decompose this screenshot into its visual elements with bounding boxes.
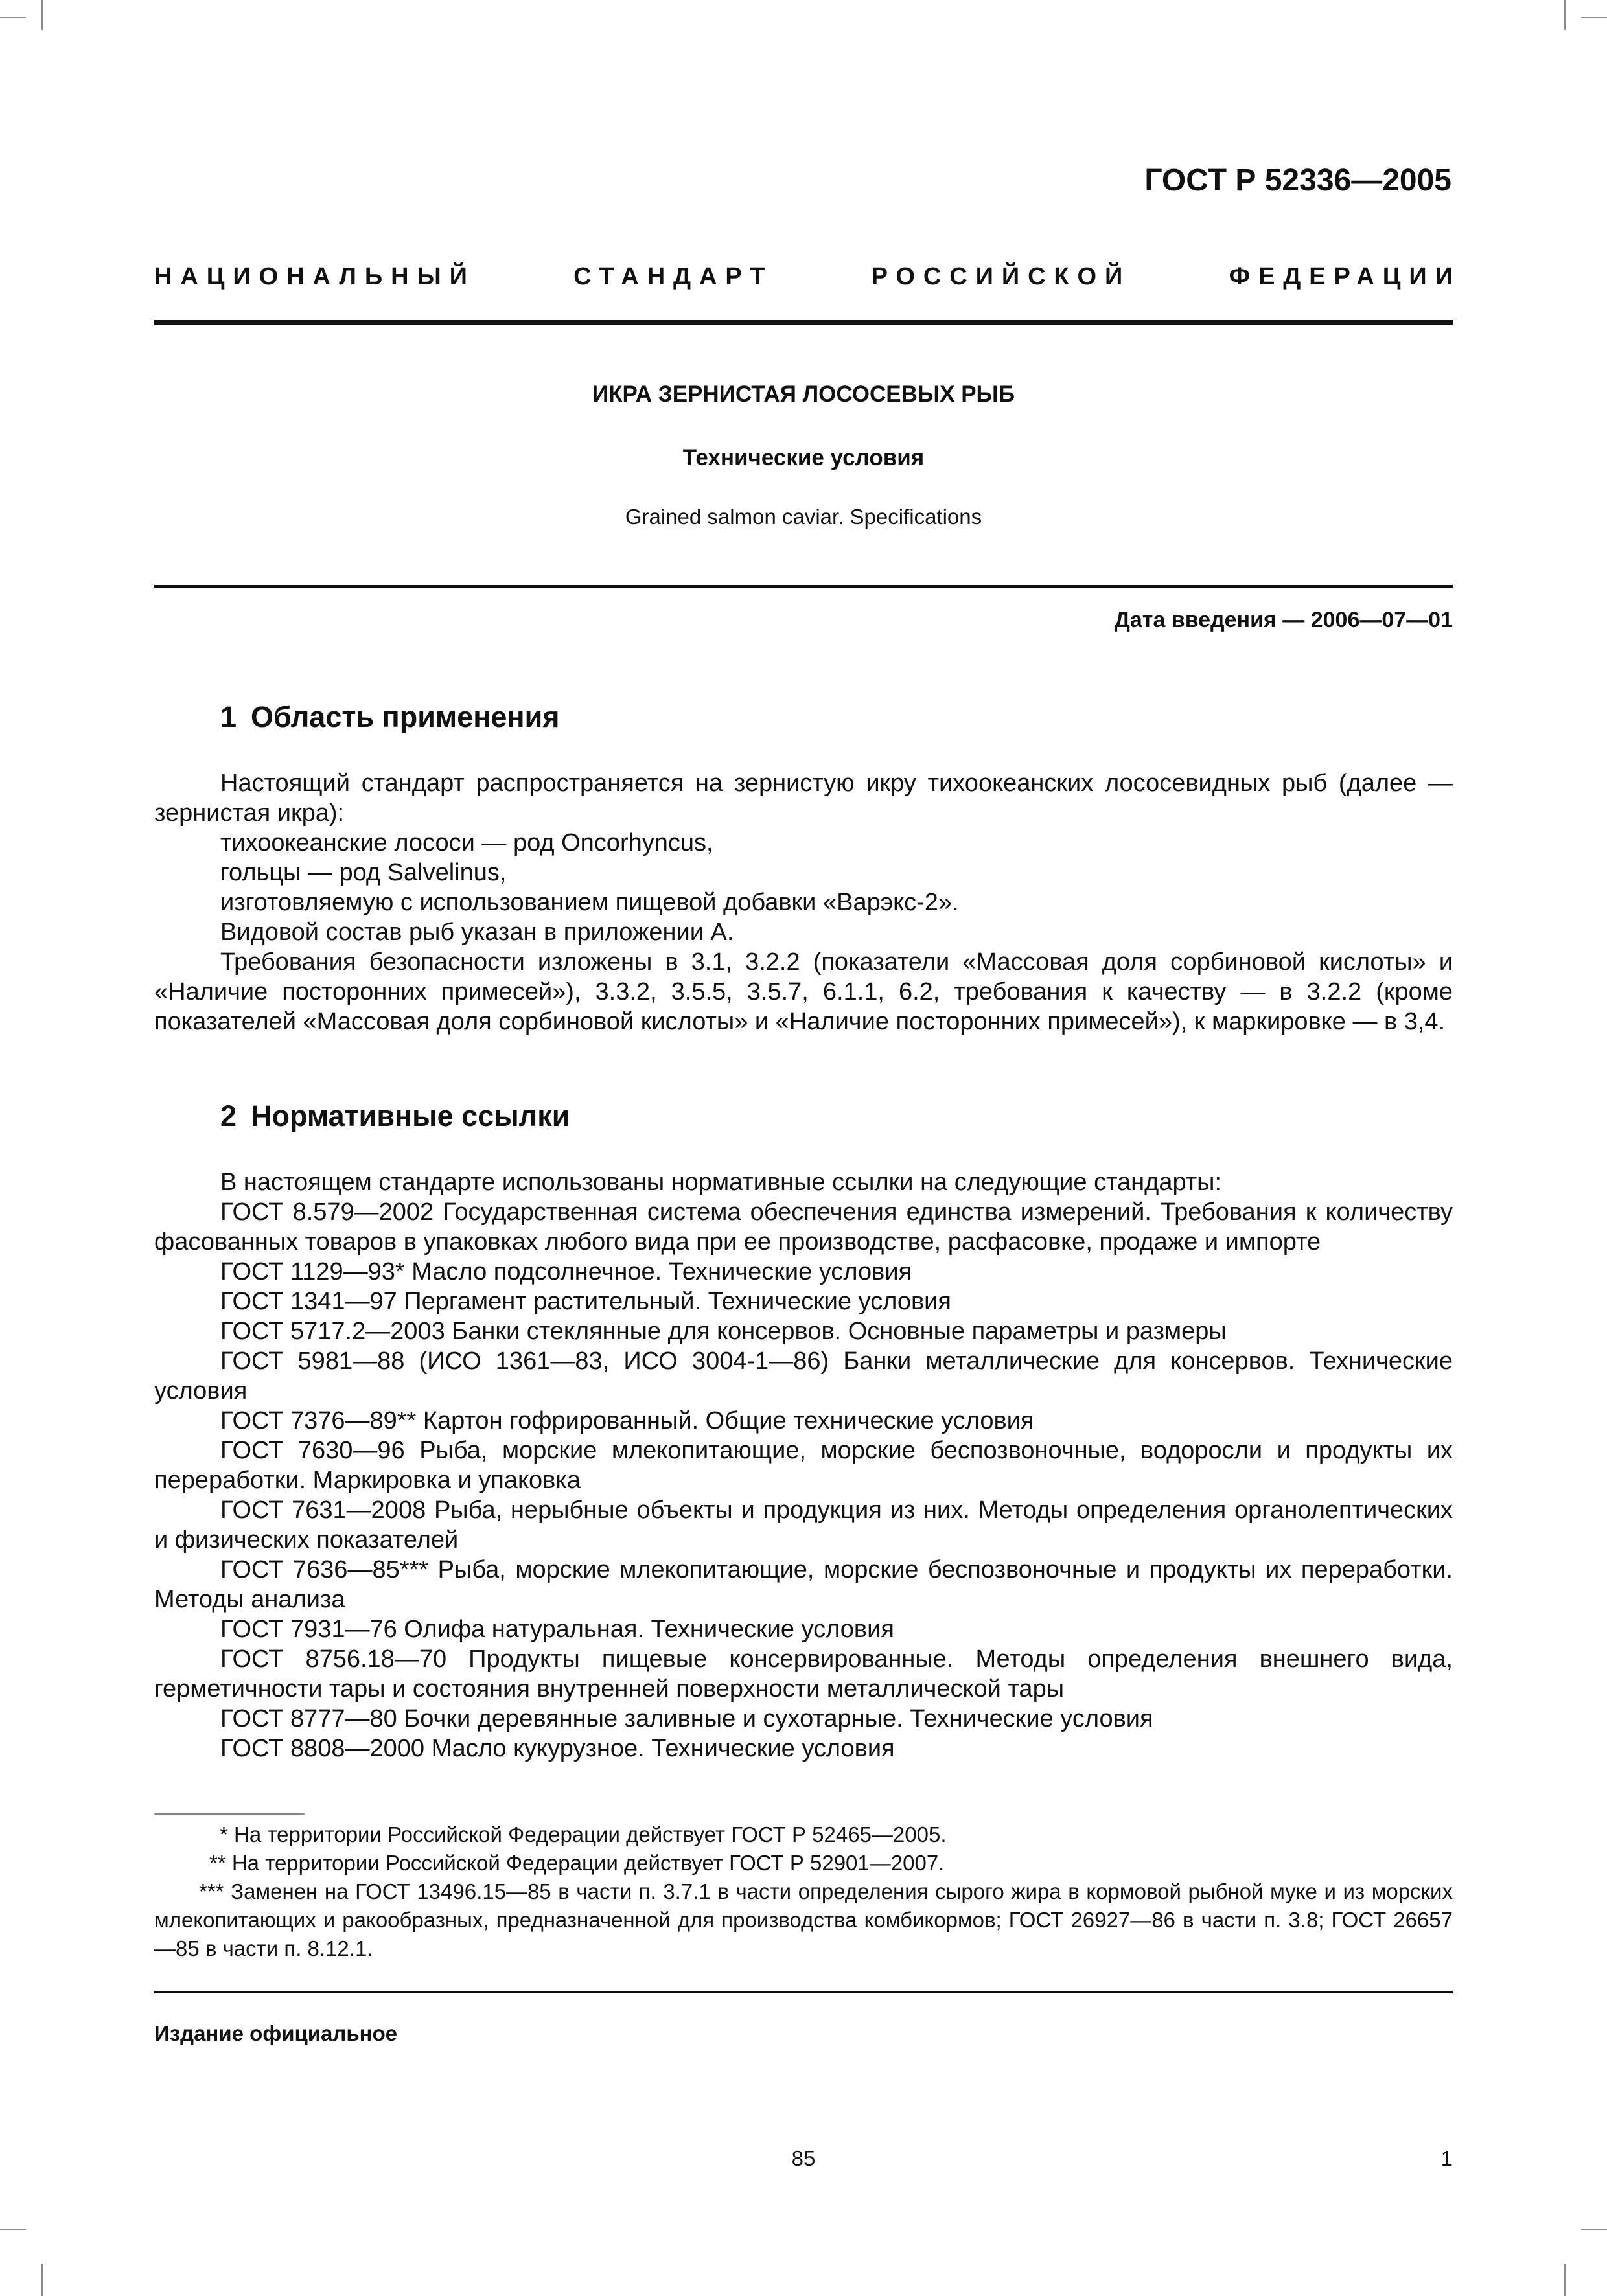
footer-divider — [154, 1991, 1453, 1993]
reference-item: ГОСТ 1341—97 Пергамент растительный. Технические условия — [220, 1288, 951, 1315]
section-2-body — [154, 1167, 1453, 1763]
reference-item: ГОСТ 8777—80 Бочки деревянные заливные и сухотарные. Технические условия — [220, 1705, 1153, 1732]
reference-item: ГОСТ 8808—2000 Масло кукурузное. Технические условия — [220, 1735, 895, 1762]
reference-item: ГОСТ 5717.2—2003 Банки стеклянные для консервов. Основные параметры и размеры — [220, 1318, 1227, 1345]
reference-item: ГОСТ 7931—76 Олифа натуральная. Технические условия — [220, 1616, 894, 1643]
footnote: * На территории Российской Федерации действует ГОСТ Р 52465—2005. — [220, 1822, 947, 1846]
crop-mark — [1581, 17, 1607, 18]
reference-item: ГОСТ 7636—85*** Рыба, морские млекопитающие, морские беспозвоночные и продукты их переработки. Методы анализа — [154, 1556, 1453, 1613]
reference-item: ГОСТ 5981—88 (ИСО 1361—83, ИСО 3004-1—86) Банки металлические для консервов. Технические условия — [154, 1348, 1453, 1405]
section-1-body — [154, 768, 1453, 1037]
crop-mark — [1564, 2264, 1566, 2296]
reference-item: ГОСТ 8756.18—70 Продукты пищевые консервированные. Методы определения внешнего вида, герметичности тары и состояния внутренней поверхности металлической тары — [154, 1646, 1453, 1703]
section-number: 1 — [220, 700, 237, 733]
document-code: ГОСТ Р 52336—2005 — [1144, 163, 1451, 198]
paragraph: В настоящем стандарте использованы нормативные ссылки на следующие стандарты: — [220, 1169, 1222, 1196]
document-subtitle: Технические условия — [682, 445, 925, 470]
crop-mark — [41, 2264, 43, 2296]
crop-mark — [0, 2229, 26, 2230]
paragraph: гольцы — род Salvelinus, — [220, 859, 507, 886]
reference-item: ГОСТ 7631—2008 Рыба, нерыбные объекты и продукция из них. Методы определения органолептических и физических показателей — [154, 1497, 1453, 1554]
banner-word: СТАНДАРТ — [573, 263, 774, 290]
paragraph: Видовой состав рыб указан в приложении А. — [220, 919, 734, 946]
section-number: 2 — [220, 1099, 237, 1132]
footnote: *** Заменен на ГОСТ 13496.15—85 в части п. 3.7.1 в части определения сырого жира в кормовой рыбной муке и из морских млекопитающих и ракообразных, предназначенной для производства комбикормов; ГОСТ 26927—86 в части п. 3.8; ГОСТ 26657—85 в части п. 8.12.1. — [154, 1879, 1453, 1960]
reference-item: ГОСТ 8.579—2002 Государственная система обеспечения единства измерений. Требования к количеству фасованных товаров в упаковках любого вида при ее производстве, расфасовке, продаже и импорте — [154, 1199, 1453, 1256]
paragraph: Настоящий стандарт распространяется на зернистую икру тихоокеанских лососевидных рыб (далее — зернистая икра): — [154, 770, 1453, 827]
title-divider — [154, 585, 1453, 588]
introduction-date: Дата введения — 2006—07—01 — [1114, 608, 1453, 632]
banner-word: НАЦИОНАЛЬНЫЙ — [154, 263, 476, 290]
reference-item: ГОСТ 1129—93* Масло подсолнечное. Технические условия — [220, 1258, 912, 1285]
header-divider — [154, 320, 1453, 325]
paragraph: тихоокеанские лососи — род Oncorhyncus, — [220, 829, 713, 856]
document-title: ИКРА ЗЕРНИСТАЯ ЛОСОСЕВЫХ РЫБ — [592, 382, 1015, 407]
section-title: Нормативные ссылки — [251, 1099, 570, 1132]
crop-mark — [1581, 2229, 1607, 2230]
crop-mark — [41, 0, 43, 30]
paragraph: Требования безопасности изложены в 3.1, 3.2.2 (показатели «Массовая доля сорбиновой кислоты» и «Наличие посторонних примесей»), 3.3.2, 3.5.5, 3.5.7, 6.1.1, 6.2, требования к качеству — в 3.2.2 (кроме показателей «Массовая доля сорбиновой кислоты» и «Наличие посторонних примесей»), к маркировке — в 3,4. — [154, 948, 1453, 1035]
section-title: Область применения — [251, 700, 560, 733]
section-heading — [220, 698, 560, 736]
footnote-divider — [154, 1813, 305, 1815]
crop-mark — [0, 17, 26, 18]
paragraph: изготовляемую с использованием пищевой добавки «Варэкс-2». — [220, 889, 959, 916]
reference-item: ГОСТ 7630—96 Рыба, морские млекопитающие, морские беспозвоночные, водоросли и продукты их переработки. Маркировка и упаковка — [154, 1437, 1453, 1494]
banner-word: ФЕДЕРАЦИИ — [1229, 263, 1461, 290]
page-center-number: 85 — [791, 2146, 816, 2170]
english-title: Grained salmon caviar. Specifications — [625, 505, 982, 529]
crop-mark — [1564, 0, 1566, 30]
reference-item: ГОСТ 7376—89** Картон гофрированный. Общие технические условия — [220, 1407, 1034, 1434]
footnotes — [154, 1820, 1453, 1963]
section-heading — [220, 1097, 570, 1135]
banner-word: РОССИЙСКОЙ — [871, 263, 1131, 290]
national-standard-banner — [154, 260, 1461, 293]
footnote: ** На территории Российской Федерации действует ГОСТ Р 52901—2007. — [209, 1851, 945, 1875]
page-number: 1 — [1440, 2146, 1453, 2170]
edition-label: Издание официальное — [154, 2021, 398, 2045]
